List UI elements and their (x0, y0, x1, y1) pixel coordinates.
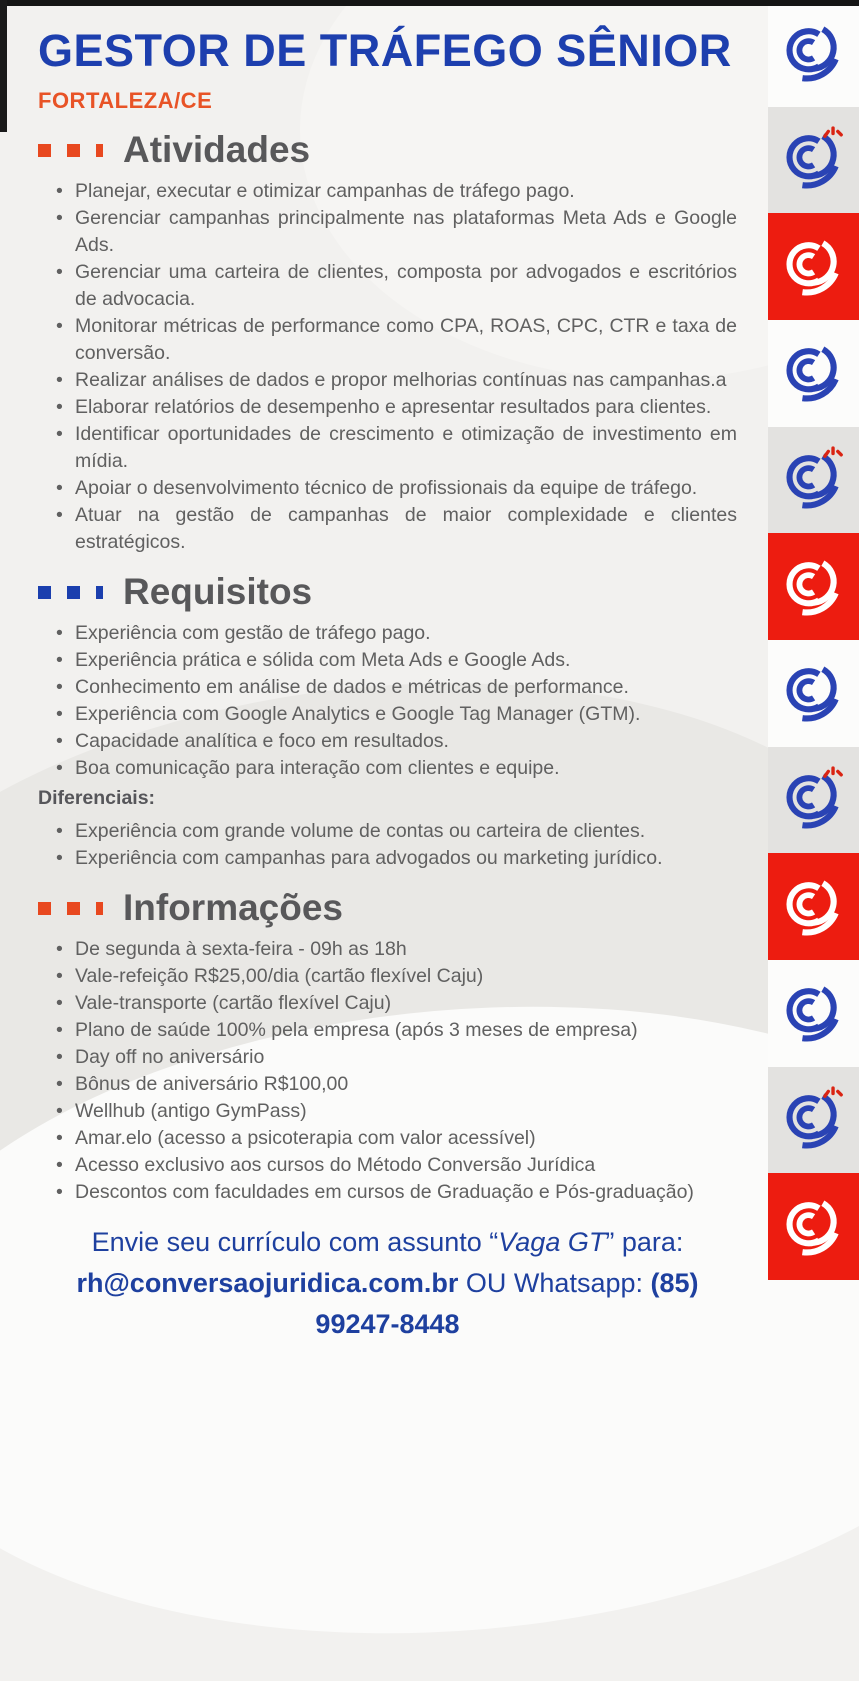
list-item: • Boa comunicação para interação com clientes e equipe. (56, 755, 737, 782)
section-title: Informações (123, 887, 344, 928)
logo-tile (768, 320, 859, 427)
informacoes-list (56, 936, 737, 1206)
list-item: • Realizar análises de dados e propor melhorias contínuas nas campanhas.a (56, 367, 737, 394)
logo-tile (768, 533, 859, 640)
job-location: FORTALEZA/CE (38, 88, 213, 113)
cj-logo-icon (780, 1084, 848, 1156)
logo-tile (768, 747, 859, 854)
logo-tile (768, 427, 859, 534)
cj-logo-icon (780, 871, 848, 943)
list-item: • De segunda à sexta-feira - 09h as 18h (56, 936, 737, 963)
contact-text: Envie seu currículo com assunto “ (91, 1227, 499, 1257)
square-icon (67, 902, 80, 915)
cj-logo-icon (780, 124, 848, 196)
square-icon (67, 144, 80, 157)
diferenciais-list (56, 818, 737, 872)
logo-tile (768, 853, 859, 960)
list-item: • Experiência com Google Analytics e Google Tag Manager (GTM). (56, 701, 737, 728)
list-item: • Day off no aniversário (56, 1044, 737, 1071)
logo-strip (768, 0, 859, 1280)
contact-block (38, 1222, 737, 1345)
cj-logo-icon (780, 977, 848, 1049)
list-item: • Experiência com campanhas para advogados ou marketing jurídico. (56, 845, 737, 872)
list-item: • Amar.elo (acesso a psicoterapia com valor acessível) (56, 1125, 737, 1152)
list-item: • Experiência prática e sólida com Meta Ads e Google Ads. (56, 647, 737, 674)
logo-tile (768, 1173, 859, 1280)
section-header-informacoes (38, 886, 737, 930)
list-item: • Experiência com grande volume de contas ou carteira de clientes. (56, 818, 737, 845)
list-item: • Capacidade analítica e foco em resultados. (56, 728, 737, 755)
contact-line-1 (38, 1222, 737, 1263)
photo-edge-left (0, 0, 7, 132)
cj-logo-icon (780, 764, 848, 836)
diferenciais-label: Diferenciais: (38, 787, 156, 809)
square-icon (38, 902, 51, 915)
phone-area-code: (85) (650, 1268, 699, 1298)
list-item: • Monitorar métricas de performance como CPA, ROAS, CPC, CTR e taxa de conversão. (56, 313, 737, 367)
section-title: Atividades (123, 129, 311, 170)
photo-edge-top (0, 0, 859, 6)
list-item: • Wellhub (antigo GymPass) (56, 1098, 737, 1125)
section-header-atividades (38, 128, 737, 172)
contact-text: OU Whatsapp: (458, 1268, 651, 1298)
section-marker-icon (38, 144, 103, 157)
list-item: • Atuar na gestão de campanhas de maior complexidade e clientes estratégicos. (56, 502, 737, 556)
section-marker-icon (38, 586, 103, 599)
list-item: • Bônus de aniversário R$100,00 (56, 1071, 737, 1098)
section-title: Requisitos (123, 571, 313, 612)
square-icon (38, 144, 51, 157)
list-item: • Descontos com faculdades em cursos de Graduação e Pós-graduação) (56, 1179, 737, 1206)
list-item: • Elaborar relatórios de desempenho e apresentar resultados para clientes. (56, 394, 737, 421)
requisitos-list (56, 620, 737, 782)
square-icon (67, 586, 80, 599)
cj-logo-icon (780, 657, 848, 729)
list-item: • Gerenciar campanhas principalmente nas plataformas Meta Ads e Google Ads. (56, 205, 737, 259)
logo-tile (768, 213, 859, 320)
list-item: • Vale-transporte (cartão flexível Caju) (56, 990, 737, 1017)
list-item: • Planejar, executar e otimizar campanhas de tráfego pago. (56, 178, 737, 205)
logo-tile (768, 960, 859, 1067)
page-title: GESTOR DE TRÁFEGO SÊNIOR (38, 25, 732, 76)
square-icon (96, 144, 103, 157)
list-item: • Vale-refeição R$25,00/dia (cartão flexível Caju) (56, 963, 737, 990)
list-item: • Identificar oportunidades de crescimento e otimização de investimento em mídia. (56, 421, 737, 475)
square-icon (96, 586, 103, 599)
cj-logo-icon (780, 337, 848, 409)
list-item: • Gerenciar uma carteira de clientes, composta por advogados e escritórios de advocacia. (56, 259, 737, 313)
cj-logo-icon (780, 17, 848, 89)
contact-line-2 (38, 1263, 737, 1304)
subject-tag: Vaga GT (498, 1227, 606, 1257)
atividades-list (56, 178, 737, 556)
cj-logo-icon (780, 551, 848, 623)
contact-text: ” para: (605, 1227, 684, 1257)
section-marker-icon (38, 902, 103, 915)
list-item: • Plano de saúde 100% pela empresa (após 3 meses de empresa) (56, 1017, 737, 1044)
logo-tile (768, 640, 859, 747)
cj-logo-icon (780, 444, 848, 516)
list-item: • Apoiar o desenvolvimento técnico de profissionais da equipe de tráfego. (56, 475, 737, 502)
logo-tile (768, 107, 859, 214)
phone-number: 99247-8448 (315, 1309, 460, 1339)
square-icon (96, 902, 103, 915)
cj-logo-icon (780, 231, 848, 303)
list-item: • Experiência com gestão de tráfego pago. (56, 620, 737, 647)
logo-tile (768, 1067, 859, 1174)
email-address: rh@conversaojuridica.com.br (76, 1268, 459, 1298)
square-icon (38, 586, 51, 599)
list-item: • Acesso exclusivo aos cursos do Método Conversão Jurídica (56, 1152, 737, 1179)
logo-tile (768, 0, 859, 107)
section-header-requisitos (38, 570, 737, 614)
cj-logo-icon (780, 1191, 848, 1263)
list-item: • Conhecimento em análise de dados e métricas de performance. (56, 674, 737, 701)
